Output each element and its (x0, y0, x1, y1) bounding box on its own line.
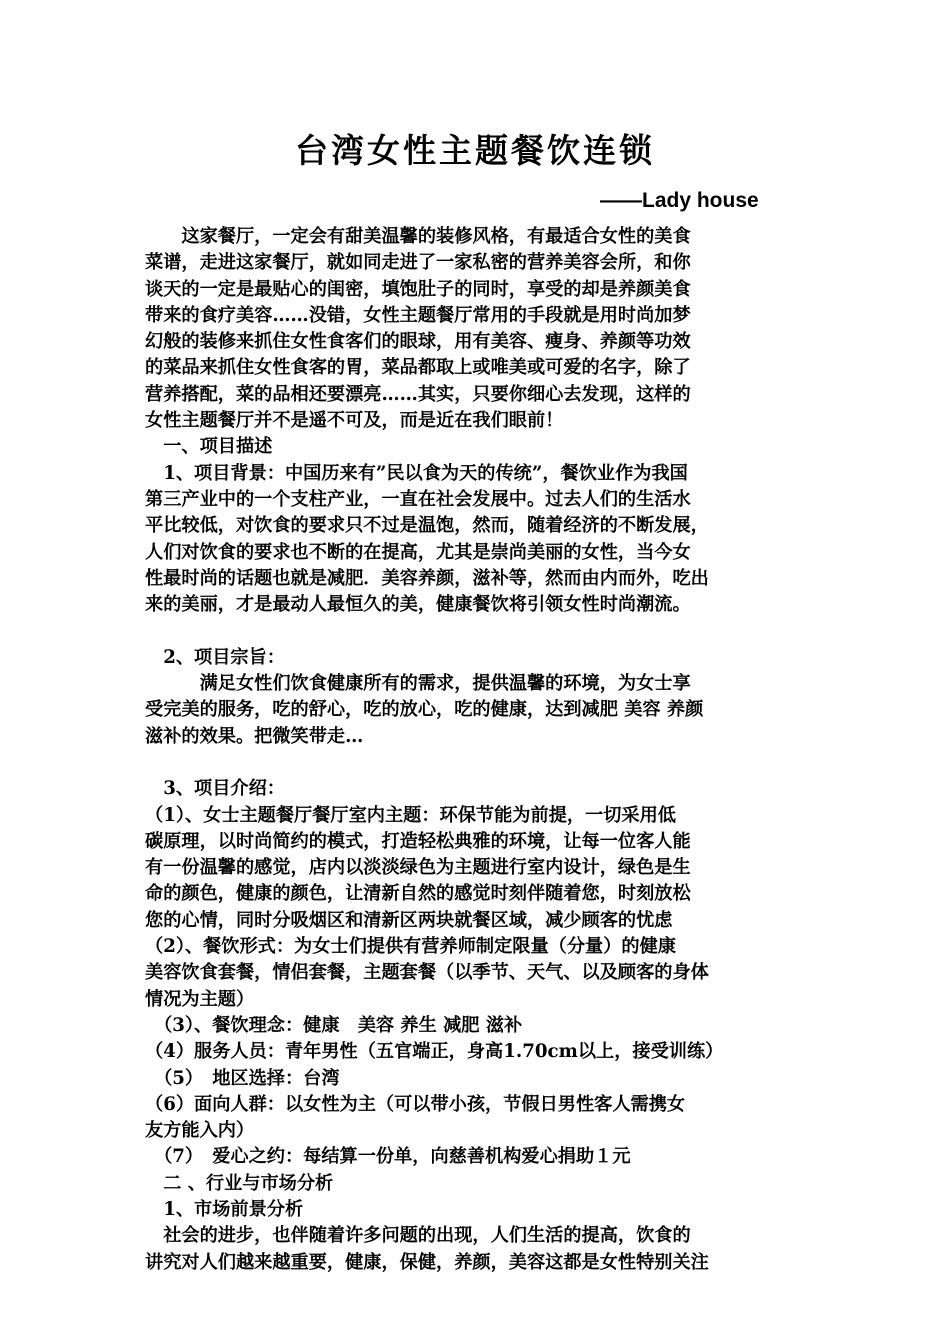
text-line: 这家餐厅，一定会有甜美温馨的装修风格，有最适合女性的美食 (145, 226, 691, 247)
text-line: 第三产业中的一个支柱产业，一直在社会发展中。过去人们的生活水 (145, 488, 691, 510)
text-line: （1）、女士主题餐厅餐厅室内主题：环保节能为前提，一切采用低 (145, 804, 676, 826)
text-line: （4）服务人员：青年男性（五官端正，身高1.70cm以上，接受训练） (145, 1041, 724, 1063)
blank-line (145, 750, 807, 776)
text-line: 2、项目宗旨： (145, 646, 285, 668)
blank-line (145, 618, 807, 644)
text-line: （2）、餐饮形式：为女士们提供有营养师制定限量（分量）的健康 (145, 936, 676, 958)
text-line: 幻般的装修来抓住女性食客们的眼球，用有美容、瘦身、养颜等功效 (145, 331, 691, 353)
text-line: 社会的进步，也伴随着许多问题的出现，人们生活的提高，饮食的 (145, 1225, 691, 1247)
text-line: （7） 爱心之约：每结算一份单，向慈善机构爱心捐助１元 (145, 1146, 631, 1168)
text-line: 有一份温馨的感觉，店内以淡淡绿色为主题进行室内设计，绿色是生 (145, 857, 691, 879)
text-line: 您的心情，同时分吸烟区和清新区两块就餐区域，减少顾客的忧虑 (145, 909, 673, 931)
text-line: 平比较低，对饮食的要求只不过是温饱，然而，随着经济的不断发展， (145, 515, 709, 537)
text-line: 满足女性们饮食健康所有的需求，提供温馨的环境，为女士享 (145, 673, 691, 695)
text-line: 1、市场前景分析 (145, 1198, 304, 1220)
text-line: 来的美丽，才是最动人最恒久的美，健康餐饮将引领女性时尚潮流。 (145, 594, 691, 616)
text-line: （5） 地区选择：台湾 (145, 1067, 340, 1089)
text-line: 滋补的效果。把微笑带走… (145, 725, 364, 747)
text-line: 谈天的一定是最贴心的闺密，填饱肚子的同时，享受的却是养颜美食 (145, 278, 691, 300)
text-line: 营养搭配，菜的品相还要漂亮……其实，只要你细心去发现，这样的 (145, 383, 691, 405)
text-line: 的菜品来抓住女性食客的胃，菜品都取上或唯美或可爱的名字，除了 (145, 357, 691, 379)
text-line: 命的颜色，健康的颜色，让清新自然的感觉时刻伴随着您，时刻放松 (145, 883, 691, 905)
text-line: 讲究对人们越来越重要，健康，保健，养颜，美容这都是女性特别关注 (145, 1251, 709, 1273)
text-line: 美容饮食套餐，情侣套餐，主题套餐（以季节、天气、以及顾客的身体 (145, 962, 709, 984)
text-line: 受完美的服务，吃的舒心，吃的放心，吃的健康，达到减肥 美容 养颜 (145, 699, 704, 721)
text-line: （3）、餐饮理念：健康 美容 养生 减肥 滋补 (145, 1014, 523, 1036)
text-line: 友方能入内） (145, 1120, 255, 1142)
text-line: 带来的食疗美容……没错，女性主题餐厅常用的手段就是用时尚加梦 (145, 304, 691, 326)
text-line: 情况为主题） (145, 988, 255, 1010)
document-title: 台湾女性主题餐饮连锁 (295, 131, 655, 170)
document-body (145, 224, 807, 1276)
text-line: 碳原理，以时尚简约的模式，打造轻松典雅的环境，让每一位客人能 (145, 830, 691, 852)
text-line: 性最时尚的话题也就是减肥．美容养颜，滋补等，然而由内而外，吃出 (145, 567, 709, 589)
text-line: 二 、行业与市场分析 (145, 1172, 334, 1194)
text-line: 女性主题餐厅并不是遥不可及，而是近在我们眼前！ (145, 410, 564, 432)
text-line: 1、项目背景：中国历来有”民以食为天的传统”，餐饮业作为我国 (145, 462, 688, 484)
text-line: （6）面向人群：以女性为主（可以带小孩，节假日男性客人需携女 (145, 1093, 686, 1115)
text-line: 一、项目描述 (145, 436, 273, 458)
text-line: 人们对饮食的要求也不断的在提高，尤其是崇尚美丽的女性，当今女 (145, 541, 691, 563)
text-line: 3、项目介绍： (145, 778, 285, 800)
document-subtitle: ——Lady house (600, 189, 759, 212)
text-line: 菜谱，走进这家餐厅，就如同走进了一家私密的营养美容会所，和你 (145, 252, 691, 274)
